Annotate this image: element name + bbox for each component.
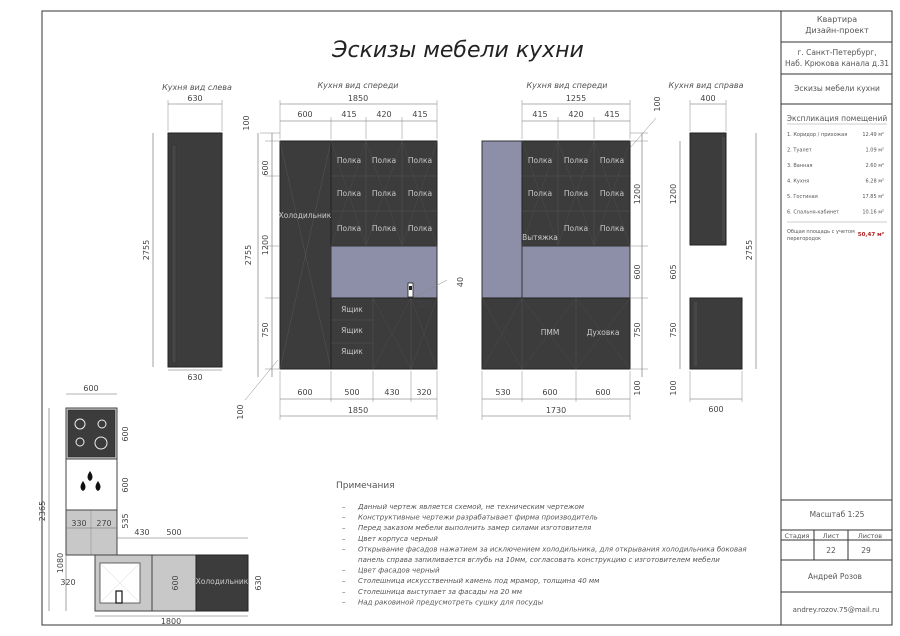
notes	[336, 481, 747, 606]
plan-view	[38, 384, 263, 626]
dim-right-side: 100	[669, 380, 678, 396]
room-name: 2. Туалет	[787, 147, 812, 154]
dim-f1-top-part: 415	[412, 110, 428, 119]
sheet-number: 22	[826, 546, 836, 555]
label-drawer: Ящик	[341, 305, 363, 314]
address-line-1: г. Санкт-Петербург,	[797, 48, 877, 57]
note-line: Конструктивные чертежи разрабатывает фирма производитель	[358, 513, 598, 522]
room-area: 2.60 м²	[865, 163, 884, 169]
dim-plan: 2365	[38, 500, 47, 522]
notes-list	[342, 503, 747, 606]
dim-f1-bottom-part: 320	[416, 388, 432, 397]
dim-f2-top: 1255	[565, 94, 587, 103]
note-line: Столешница искусственный камень под мрамор, толщина 40 мм	[358, 577, 600, 586]
note-line: панель справа запиливается вглубь на 10мм, согласовать конструкцию с изготовителем мебели	[358, 556, 720, 564]
note-dash: –	[342, 587, 346, 596]
label-shelf: Полка	[599, 189, 625, 198]
sheet-name: Эскизы мебели кухни	[794, 84, 880, 93]
dim-plan: 1800	[160, 617, 182, 626]
note-dash: –	[342, 566, 346, 575]
label-shelf: Полка	[336, 156, 362, 165]
note-line: Столешница выступает за фасады на 20 мм	[358, 587, 523, 596]
label-shelf: Полка	[407, 224, 433, 233]
note-dash: –	[342, 577, 346, 586]
label-shelf: Полка	[527, 156, 553, 165]
dim-f2-bottom-part: 530	[495, 388, 511, 397]
dim-f2-bottom-part: 600	[595, 388, 611, 397]
header-stage: Стадия	[784, 532, 810, 540]
right-view	[669, 94, 756, 414]
dim-f1-side: 1200	[261, 234, 270, 256]
room-area: 12.49 м²	[862, 132, 884, 138]
label-drawer: Ящик	[341, 347, 363, 356]
room-name: 4. Кухня	[787, 178, 810, 185]
dim-f1-top-part: 600	[297, 110, 313, 119]
plan-fridge-label: Холодильник	[195, 577, 249, 586]
dim-f1-top: 1850	[347, 94, 369, 103]
project-line-1: Квартира	[816, 15, 858, 24]
rooms-list	[787, 132, 884, 216]
label-shelf: Полка	[371, 189, 397, 198]
caption-right-view: Кухня вид справа	[668, 81, 744, 90]
sheets-total: 29	[861, 546, 871, 555]
dim-f2-side: 600	[633, 264, 642, 280]
label-shelf: Полка	[563, 189, 589, 198]
label-shelf: Полка	[527, 189, 553, 198]
room-area: 1.09 м²	[865, 147, 884, 154]
dim-plan: 320	[60, 578, 76, 587]
dim-f2-top-part: 415	[532, 110, 548, 119]
header-sheet: Лист	[822, 532, 840, 540]
label-shelf: Полка	[371, 224, 397, 233]
dim-left-bottom: 630	[187, 373, 203, 382]
dim-f1-side: 100	[242, 115, 251, 131]
dim-plan: 1080	[56, 552, 65, 574]
dim-right-height: 2755	[745, 239, 754, 261]
dim-plan: 630	[254, 575, 263, 591]
dim-plan: 600	[121, 426, 130, 442]
label-dishwasher: ПММ	[540, 328, 560, 337]
dim-f1-side: 600	[261, 160, 270, 176]
room-area: 10.16 м²	[862, 209, 884, 216]
dim-f1-top-part: 420	[376, 110, 392, 119]
dim-f1-small: 320	[416, 300, 432, 309]
author: Андрей Розов	[808, 572, 862, 581]
dim-f1-height: 2755	[244, 244, 253, 266]
dim-plan: 600	[83, 384, 99, 393]
dim-f1-side: 750	[261, 322, 270, 338]
total-value: 50,47 м²	[857, 232, 884, 238]
label-shelf: Полка	[336, 224, 362, 233]
label-shelf: Полка	[336, 189, 362, 198]
dim-f1-bottom-part: 430	[384, 388, 400, 397]
note-line: Над раковиной предусмотреть сушку для посуды	[358, 598, 544, 607]
note-line: Перед заказом мебели выполнить замер силами изготовителя	[358, 524, 592, 533]
dim-f2-top-part: 420	[568, 110, 584, 119]
note-line: Открывание фасадов нажатием за исключением холодильника, для открывания холодильника боковая	[358, 545, 747, 554]
note-dash: –	[342, 598, 346, 607]
dim-f2-top-part: 415	[604, 110, 620, 119]
label-drawer: Ящик	[341, 326, 363, 335]
dim-plan: 600	[171, 575, 180, 591]
scale: Масштаб 1:25	[809, 510, 865, 519]
room-area: 17.85 м²	[862, 194, 884, 200]
dim-f1-bottom: 1850	[347, 406, 369, 415]
dim-f2-side: 1200	[633, 183, 642, 205]
dim-plan: 500	[166, 528, 182, 537]
dim-plan: 600	[121, 477, 130, 493]
note-line: Данный чертеж является схемой, не техническим чертежом	[358, 503, 585, 511]
dim-f1-top-part: 415	[341, 110, 357, 119]
note-dash: –	[342, 534, 346, 543]
label-shelf: Полка	[407, 189, 433, 198]
notes-title: Примечания	[336, 481, 395, 491]
dim-left-top: 630	[187, 94, 203, 103]
email: andrey.rozov.75@mail.ru	[792, 606, 880, 614]
dim-f1-bottom-part: 600	[297, 388, 313, 397]
dim-f2-side: 100	[633, 380, 642, 396]
dim-right-side: 750	[669, 322, 678, 338]
note-dash: –	[342, 513, 346, 522]
dim-plan: 270	[96, 519, 112, 528]
caption-left-view: Кухня вид слева	[162, 83, 232, 92]
dim-f2-bottom-part: 600	[542, 388, 558, 397]
room-name: 5. Гостиная	[787, 194, 818, 200]
dim-plan: 535	[121, 513, 130, 529]
dim-right-side: 1200	[669, 183, 678, 205]
room-area: 6.28 м²	[865, 178, 884, 185]
dim-f1-bottom-part: 500	[344, 388, 360, 397]
dim-right-top: 400	[700, 94, 716, 103]
address-line-2: Наб. Крюкова канала д.31	[784, 59, 890, 68]
header-sheets: Листов	[857, 532, 883, 540]
note-dash: –	[342, 503, 346, 511]
caption-front-view-2: Кухня вид спереди	[526, 81, 608, 90]
project-line-2: Дизайн-проект	[805, 26, 869, 35]
room-name: 6. Спальня-кабинет	[787, 209, 840, 216]
label-shelf: Полка	[407, 156, 433, 165]
label-shelf: Полка	[599, 224, 625, 233]
room-name: 1. Коридор / прихожая	[787, 132, 848, 138]
front-view-1	[236, 94, 465, 420]
dim-plan: 430	[134, 528, 150, 537]
label-shelf: Полка	[563, 156, 589, 165]
title-block-content	[781, 15, 892, 614]
label-shelf: Полка	[599, 156, 625, 165]
dim-f2-bottom: 1730	[545, 406, 567, 415]
dim-plan: 330	[71, 519, 87, 528]
dim-right-side: 605	[669, 264, 678, 280]
dim-f2-side: 100	[653, 96, 662, 112]
note-line: Цвет фасадов черный	[358, 566, 440, 575]
dim-f1-side: 100	[236, 404, 245, 420]
label-shelf: Полка	[371, 156, 397, 165]
caption-front-view-1: Кухня вид спереди	[317, 81, 399, 90]
label-shelf: Полка	[563, 224, 589, 233]
room-name: 3. Ванная	[787, 163, 813, 169]
dim-right-bottom: 600	[708, 405, 724, 414]
explication-title: Экспликация помещений	[786, 114, 888, 123]
dim-left-height: 2755	[142, 239, 151, 261]
drawing-title: Эскизы мебели кухни	[332, 38, 584, 63]
label-fridge: Холодильник	[278, 211, 332, 220]
note-dash: –	[342, 545, 346, 554]
note-line: Цвет корпуса черный	[358, 534, 438, 543]
dim-f1-small: 40	[456, 276, 465, 288]
front-view-2	[482, 94, 662, 420]
total-label-2: перегородок	[787, 236, 822, 242]
left-view	[142, 94, 222, 382]
note-dash: –	[342, 524, 346, 533]
total-label-1: Общая площадь с учетом	[787, 229, 855, 235]
label-hood: Вытяжка	[522, 233, 558, 242]
dim-f2-side: 750	[633, 322, 642, 338]
label-oven: Духовка	[586, 328, 620, 337]
